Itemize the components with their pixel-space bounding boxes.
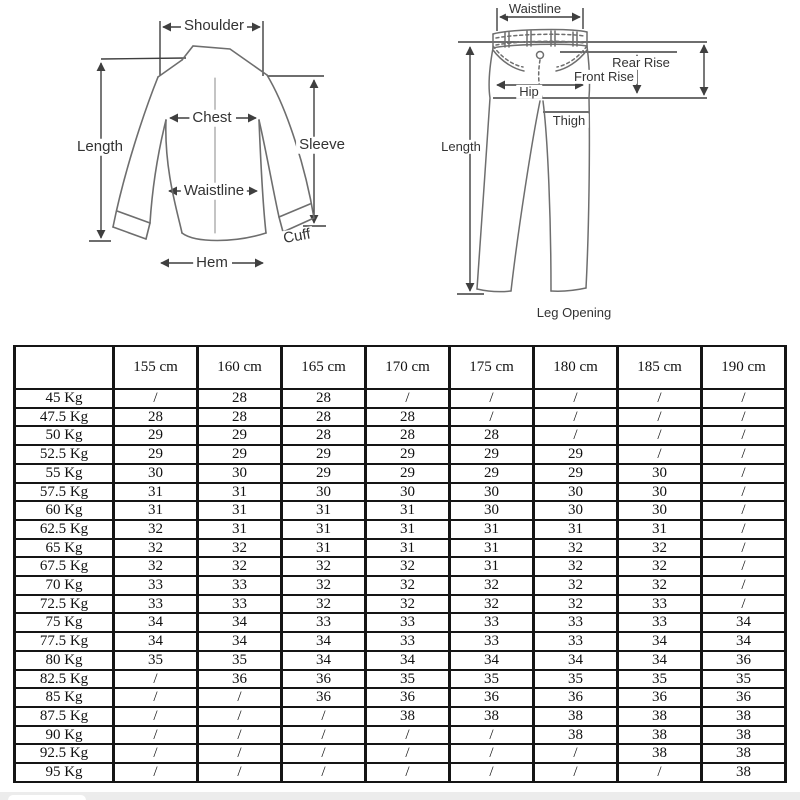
size-cell: / xyxy=(198,744,282,763)
weight-row-header: 45 Kg xyxy=(15,389,114,408)
size-cell: 35 xyxy=(618,670,702,689)
size-cell: 34 xyxy=(450,651,534,670)
size-cell: 31 xyxy=(198,483,282,502)
size-cell: 35 xyxy=(534,670,618,689)
size-cell: 32 xyxy=(282,595,366,614)
size-cell: / xyxy=(282,726,366,745)
size-cell: 31 xyxy=(450,520,534,539)
size-cell: 32 xyxy=(618,557,702,576)
weight-row-header: 62.5 Kg xyxy=(15,520,114,539)
size-cell: / xyxy=(366,389,450,408)
size-cell: 29 xyxy=(114,445,198,464)
weight-row-header: 67.5 Kg xyxy=(15,557,114,576)
pants-label-leg-opening: Leg Opening xyxy=(534,306,614,320)
size-cell: 32 xyxy=(618,539,702,558)
table-corner-cell xyxy=(15,346,114,389)
size-cell: 32 xyxy=(450,595,534,614)
size-cell: 31 xyxy=(366,520,450,539)
size-cell: 31 xyxy=(198,520,282,539)
size-cell: 36 xyxy=(618,688,702,707)
height-column-header: 190 cm xyxy=(702,346,786,389)
size-cell: / xyxy=(114,389,198,408)
size-cell: 34 xyxy=(534,651,618,670)
size-cell: / xyxy=(450,744,534,763)
size-cell: 38 xyxy=(702,726,786,745)
size-cell: 36 xyxy=(282,670,366,689)
size-cell: / xyxy=(114,726,198,745)
size-cell: 33 xyxy=(282,613,366,632)
size-cell: / xyxy=(534,763,618,782)
size-cell: 35 xyxy=(114,651,198,670)
size-cell: 32 xyxy=(366,557,450,576)
size-cell: / xyxy=(702,445,786,464)
size-cell: 38 xyxy=(618,707,702,726)
size-cell: 33 xyxy=(198,595,282,614)
table-row xyxy=(15,426,786,445)
size-cell: 38 xyxy=(618,726,702,745)
size-cell: 28 xyxy=(198,389,282,408)
weight-row-header: 52.5 Kg xyxy=(15,445,114,464)
size-cell: 33 xyxy=(450,613,534,632)
size-cell: 36 xyxy=(534,688,618,707)
height-column-header: 165 cm xyxy=(282,346,366,389)
size-cell: 32 xyxy=(534,539,618,558)
weight-row-header: 82.5 Kg xyxy=(15,670,114,689)
size-cell: 34 xyxy=(114,613,198,632)
size-cell: 31 xyxy=(450,557,534,576)
size-cell: 31 xyxy=(618,520,702,539)
size-cell: 33 xyxy=(366,632,450,651)
size-cell: 31 xyxy=(366,501,450,520)
size-cell: 32 xyxy=(282,576,366,595)
size-cell: 33 xyxy=(618,595,702,614)
table-row xyxy=(15,408,786,427)
table-row xyxy=(15,464,786,483)
size-cell: 32 xyxy=(198,557,282,576)
size-cell: / xyxy=(702,576,786,595)
size-cell: / xyxy=(114,707,198,726)
size-cell: 28 xyxy=(366,426,450,445)
size-cell: / xyxy=(702,501,786,520)
size-cell: / xyxy=(534,426,618,445)
size-cell: / xyxy=(618,445,702,464)
size-cell: 29 xyxy=(534,445,618,464)
size-cell: 38 xyxy=(534,707,618,726)
size-cell: / xyxy=(618,389,702,408)
table-row xyxy=(15,576,786,595)
size-cell: 32 xyxy=(114,520,198,539)
size-cell: / xyxy=(702,426,786,445)
table-row xyxy=(15,595,786,614)
size-cell: 29 xyxy=(450,464,534,483)
size-cell: 34 xyxy=(198,632,282,651)
bottom-card xyxy=(8,795,86,800)
size-cell: / xyxy=(450,763,534,782)
size-cell: / xyxy=(282,744,366,763)
weight-row-header: 57.5 Kg xyxy=(15,483,114,502)
size-cell: 34 xyxy=(366,651,450,670)
size-cell: 38 xyxy=(702,744,786,763)
shirt-label-chest: Chest xyxy=(189,110,234,127)
size-cell: / xyxy=(450,726,534,745)
size-cell: 30 xyxy=(618,483,702,502)
size-cell: / xyxy=(534,744,618,763)
weight-row-header: 95 Kg xyxy=(15,763,114,782)
size-cell: / xyxy=(366,763,450,782)
height-column-header: 185 cm xyxy=(618,346,702,389)
pants-label-rear-rise: Rear Rise xyxy=(609,56,673,70)
size-cell: 38 xyxy=(534,726,618,745)
shirt-label-hem: Hem xyxy=(193,255,231,272)
height-column-header: 180 cm xyxy=(534,346,618,389)
weight-row-header: 85 Kg xyxy=(15,688,114,707)
size-cell: 35 xyxy=(702,670,786,689)
size-cell: / xyxy=(198,707,282,726)
size-cell: 30 xyxy=(450,483,534,502)
size-cell: 33 xyxy=(450,632,534,651)
size-cell: 34 xyxy=(198,613,282,632)
size-cell: 38 xyxy=(702,707,786,726)
size-cell: / xyxy=(702,483,786,502)
size-cell: / xyxy=(702,408,786,427)
table-row xyxy=(15,726,786,745)
size-cell: / xyxy=(282,763,366,782)
size-cell: 31 xyxy=(282,501,366,520)
size-cell: / xyxy=(702,557,786,576)
size-cell: 28 xyxy=(450,426,534,445)
table-row xyxy=(15,613,786,632)
weight-row-header: 90 Kg xyxy=(15,726,114,745)
table-row xyxy=(15,501,786,520)
pants-outline xyxy=(477,30,590,292)
table-row xyxy=(15,483,786,502)
size-cell: / xyxy=(282,707,366,726)
size-cell: 30 xyxy=(534,483,618,502)
size-cell: / xyxy=(450,408,534,427)
weight-row-header: 92.5 Kg xyxy=(15,744,114,763)
shirt-label-waistline: Waistline xyxy=(181,183,247,200)
size-table xyxy=(13,345,787,783)
size-cell: 32 xyxy=(366,576,450,595)
size-cell: / xyxy=(618,426,702,445)
pants-label-length: Length xyxy=(438,140,484,154)
table-row xyxy=(15,763,786,782)
size-cell: 29 xyxy=(282,464,366,483)
shirt-label-shoulder: Shoulder xyxy=(181,18,247,35)
size-cell: / xyxy=(534,408,618,427)
height-column-header: 175 cm xyxy=(450,346,534,389)
size-cell: 33 xyxy=(534,613,618,632)
size-cell: 34 xyxy=(702,613,786,632)
pants-label-waistline: Waistline xyxy=(506,2,564,16)
size-cell: 32 xyxy=(534,576,618,595)
weight-row-header: 55 Kg xyxy=(15,464,114,483)
size-cell: 36 xyxy=(198,670,282,689)
size-cell: / xyxy=(618,408,702,427)
size-cell: 36 xyxy=(450,688,534,707)
size-cell: 31 xyxy=(198,501,282,520)
size-cell: 29 xyxy=(450,445,534,464)
size-cell: / xyxy=(702,464,786,483)
height-column-header: 155 cm xyxy=(114,346,198,389)
size-cell: 34 xyxy=(618,651,702,670)
size-cell: 33 xyxy=(366,613,450,632)
size-cell: 29 xyxy=(282,445,366,464)
table-row xyxy=(15,557,786,576)
size-cell: / xyxy=(114,744,198,763)
size-cell: 32 xyxy=(534,595,618,614)
size-cell: / xyxy=(114,688,198,707)
pants-measurement-diagram xyxy=(440,0,800,335)
size-cell: 33 xyxy=(198,576,282,595)
size-cell: 29 xyxy=(534,464,618,483)
size-cell: / xyxy=(198,688,282,707)
size-cell: 38 xyxy=(618,744,702,763)
size-cell: / xyxy=(366,726,450,745)
shirt-label-sleeve: Sleeve xyxy=(296,137,348,154)
size-cell: 34 xyxy=(282,632,366,651)
size-cell: 38 xyxy=(702,763,786,782)
pants-label-hip: Hip xyxy=(516,85,542,99)
weight-row-header: 60 Kg xyxy=(15,501,114,520)
size-cell: 36 xyxy=(702,651,786,670)
weight-row-header: 47.5 Kg xyxy=(15,408,114,427)
size-cell: / xyxy=(198,726,282,745)
size-cell: 32 xyxy=(618,576,702,595)
weight-row-header: 70 Kg xyxy=(15,576,114,595)
size-cell: 33 xyxy=(534,632,618,651)
pants-label-front-rise: Front Rise xyxy=(571,70,637,84)
size-cell: 29 xyxy=(198,426,282,445)
size-cell: 28 xyxy=(282,389,366,408)
weight-row-header: 80 Kg xyxy=(15,651,114,670)
size-cell: 31 xyxy=(282,520,366,539)
table-row xyxy=(15,389,786,408)
size-cell: 32 xyxy=(198,539,282,558)
size-cell: 36 xyxy=(366,688,450,707)
table-row xyxy=(15,651,786,670)
weight-row-header: 72.5 Kg xyxy=(15,595,114,614)
shirt-outline xyxy=(113,46,314,241)
size-cell: 32 xyxy=(366,595,450,614)
size-cell: 34 xyxy=(618,632,702,651)
size-cell: / xyxy=(198,763,282,782)
size-cell: 28 xyxy=(282,408,366,427)
size-cell: 33 xyxy=(114,595,198,614)
size-cell: / xyxy=(450,389,534,408)
size-cell: 34 xyxy=(114,632,198,651)
size-cell: 32 xyxy=(282,557,366,576)
table-row xyxy=(15,688,786,707)
table-row xyxy=(15,520,786,539)
shirt-label-length: Length xyxy=(74,139,126,156)
size-cell: 34 xyxy=(702,632,786,651)
size-cell: 32 xyxy=(114,557,198,576)
size-cell: 32 xyxy=(534,557,618,576)
size-cell: / xyxy=(366,744,450,763)
size-cell: 31 xyxy=(282,539,366,558)
table-row xyxy=(15,632,786,651)
size-cell: 30 xyxy=(282,483,366,502)
weight-row-header: 77.5 Kg xyxy=(15,632,114,651)
size-cell: 28 xyxy=(366,408,450,427)
size-cell: 29 xyxy=(366,445,450,464)
size-cell: 28 xyxy=(114,408,198,427)
size-cell: / xyxy=(702,389,786,408)
table-row xyxy=(15,445,786,464)
size-cell: 31 xyxy=(534,520,618,539)
table-row xyxy=(15,744,786,763)
size-cell: / xyxy=(702,595,786,614)
size-cell: 36 xyxy=(282,688,366,707)
height-column-header: 160 cm xyxy=(198,346,282,389)
size-cell: 33 xyxy=(618,613,702,632)
table-row xyxy=(15,539,786,558)
size-cell: 28 xyxy=(198,408,282,427)
weight-row-header: 50 Kg xyxy=(15,426,114,445)
pants-label-thigh: Thigh xyxy=(550,114,589,128)
table-header-row xyxy=(15,346,786,389)
size-cell: 31 xyxy=(366,539,450,558)
size-cell: / xyxy=(702,539,786,558)
size-cell: 36 xyxy=(702,688,786,707)
size-cell: 31 xyxy=(450,539,534,558)
weight-row-header: 87.5 Kg xyxy=(15,707,114,726)
size-cell: 30 xyxy=(198,464,282,483)
size-cell: / xyxy=(702,520,786,539)
table-row xyxy=(15,670,786,689)
size-cell: 30 xyxy=(534,501,618,520)
weight-row-header: 75 Kg xyxy=(15,613,114,632)
size-cell: 35 xyxy=(366,670,450,689)
size-cell: / xyxy=(114,670,198,689)
height-column-header: 170 cm xyxy=(366,346,450,389)
weight-row-header: 65 Kg xyxy=(15,539,114,558)
shirt-label-cuff: Cuff xyxy=(279,226,315,248)
size-cell: / xyxy=(618,763,702,782)
size-cell: 31 xyxy=(114,483,198,502)
size-cell: 30 xyxy=(114,464,198,483)
bottom-page-strip xyxy=(0,792,800,800)
size-cell: 38 xyxy=(366,707,450,726)
size-cell: 28 xyxy=(282,426,366,445)
size-cell: 38 xyxy=(450,707,534,726)
size-cell: 35 xyxy=(450,670,534,689)
table-row xyxy=(15,707,786,726)
size-cell: 35 xyxy=(198,651,282,670)
size-cell: 33 xyxy=(114,576,198,595)
size-cell: / xyxy=(534,389,618,408)
size-cell: 29 xyxy=(114,426,198,445)
size-cell: 31 xyxy=(114,501,198,520)
size-cell: 30 xyxy=(450,501,534,520)
size-cell: 29 xyxy=(198,445,282,464)
size-cell: 30 xyxy=(618,501,702,520)
size-cell: / xyxy=(114,763,198,782)
size-cell: 32 xyxy=(114,539,198,558)
shirt-measurement-diagram xyxy=(0,0,440,335)
size-cell: 32 xyxy=(450,576,534,595)
size-cell: 34 xyxy=(282,651,366,670)
size-cell: 30 xyxy=(366,483,450,502)
size-cell: 29 xyxy=(366,464,450,483)
size-cell: 30 xyxy=(618,464,702,483)
